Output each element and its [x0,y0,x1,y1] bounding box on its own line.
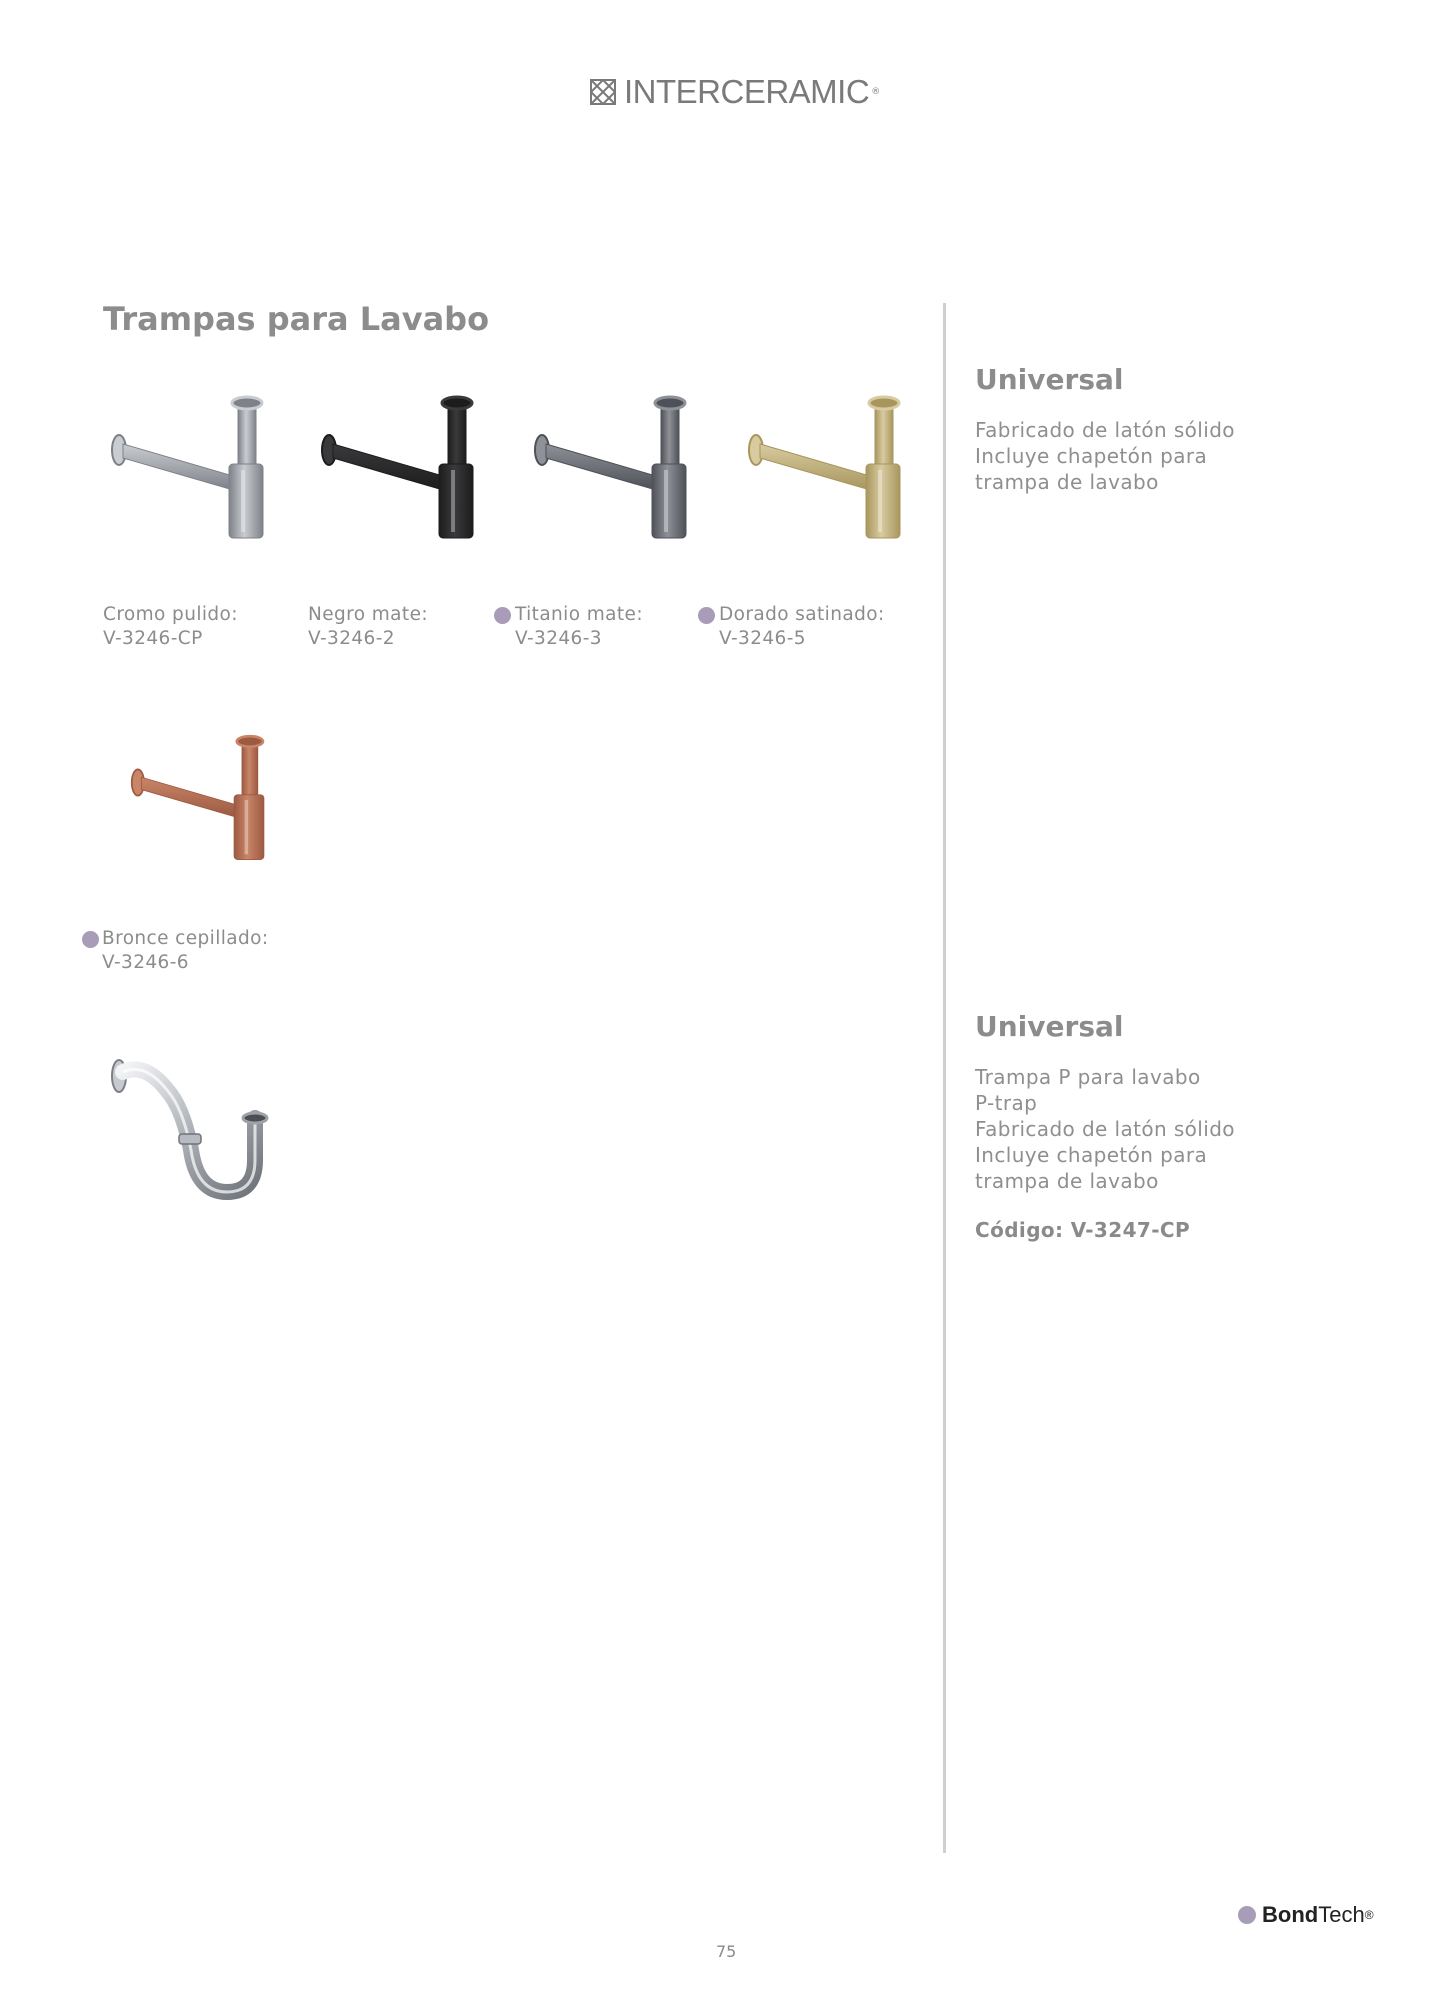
new-indicator-dot [82,931,99,948]
p-trap-chrome-image [105,1050,275,1210]
bondtech-rest: Tech [1318,1902,1365,1927]
brand-registered: ® [871,87,881,97]
description-line: Trampa P para lavabo [975,1065,1201,1089]
section-heading: Universal [975,1010,1124,1043]
product-code: V-3246-2 [308,628,395,649]
finish-label: Bronce cepillado: [102,928,269,949]
finish-label: Negro mate: [308,604,428,625]
bottle-trap-chrome-image [105,390,275,550]
interceramic-logo [590,72,880,112]
page-number: 75 [716,1942,737,1961]
section-description [975,417,1235,495]
section-description [975,1064,1235,1194]
description-line: P-trap [975,1091,1038,1115]
product-caption [515,603,643,651]
description-line: trampa de lavabo [975,470,1159,494]
bottle-trap-titanium-image [528,390,698,550]
product-code: V-3246-CP [103,628,203,649]
description-line: Incluye chapetón para [975,444,1208,468]
bottle-trap-bronze-image [115,730,285,870]
description-line: Fabricado de latón sólido [975,1117,1235,1141]
bottle-trap-gold-image [742,390,912,550]
product-caption [102,927,269,975]
page-title: Trampas para Lavabo [103,300,490,338]
product-code: V-3246-6 [102,952,189,973]
interceramic-logo-icon [590,79,616,105]
bondtech-bold: Bond [1262,1902,1319,1927]
new-indicator-dot [698,607,715,624]
section-heading: Universal [975,363,1124,396]
description-line: Fabricado de latón sólido [975,418,1235,442]
bondtech-logo [1238,1902,1374,1928]
description-line: trampa de lavabo [975,1169,1159,1193]
bondtech-dot-icon [1238,1906,1256,1924]
product-code: V-3246-5 [719,628,806,649]
vertical-divider [943,303,946,1853]
brand-name: INTERCERAMIC [624,73,870,110]
product-code: V-3246-3 [515,628,602,649]
product-code-label: Código: V-3247-CP [975,1218,1191,1242]
product-caption [308,603,428,651]
new-indicator-dot [494,607,511,624]
bottle-trap-black-image [315,390,485,550]
description-line: Incluye chapetón para [975,1143,1208,1167]
product-caption [103,603,238,651]
product-caption [719,603,885,651]
finish-label: Cromo pulido: [103,604,238,625]
bondtech-registered: ® [1364,1908,1374,1922]
finish-label: Titanio mate: [515,604,643,625]
finish-label: Dorado satinado: [719,604,885,625]
